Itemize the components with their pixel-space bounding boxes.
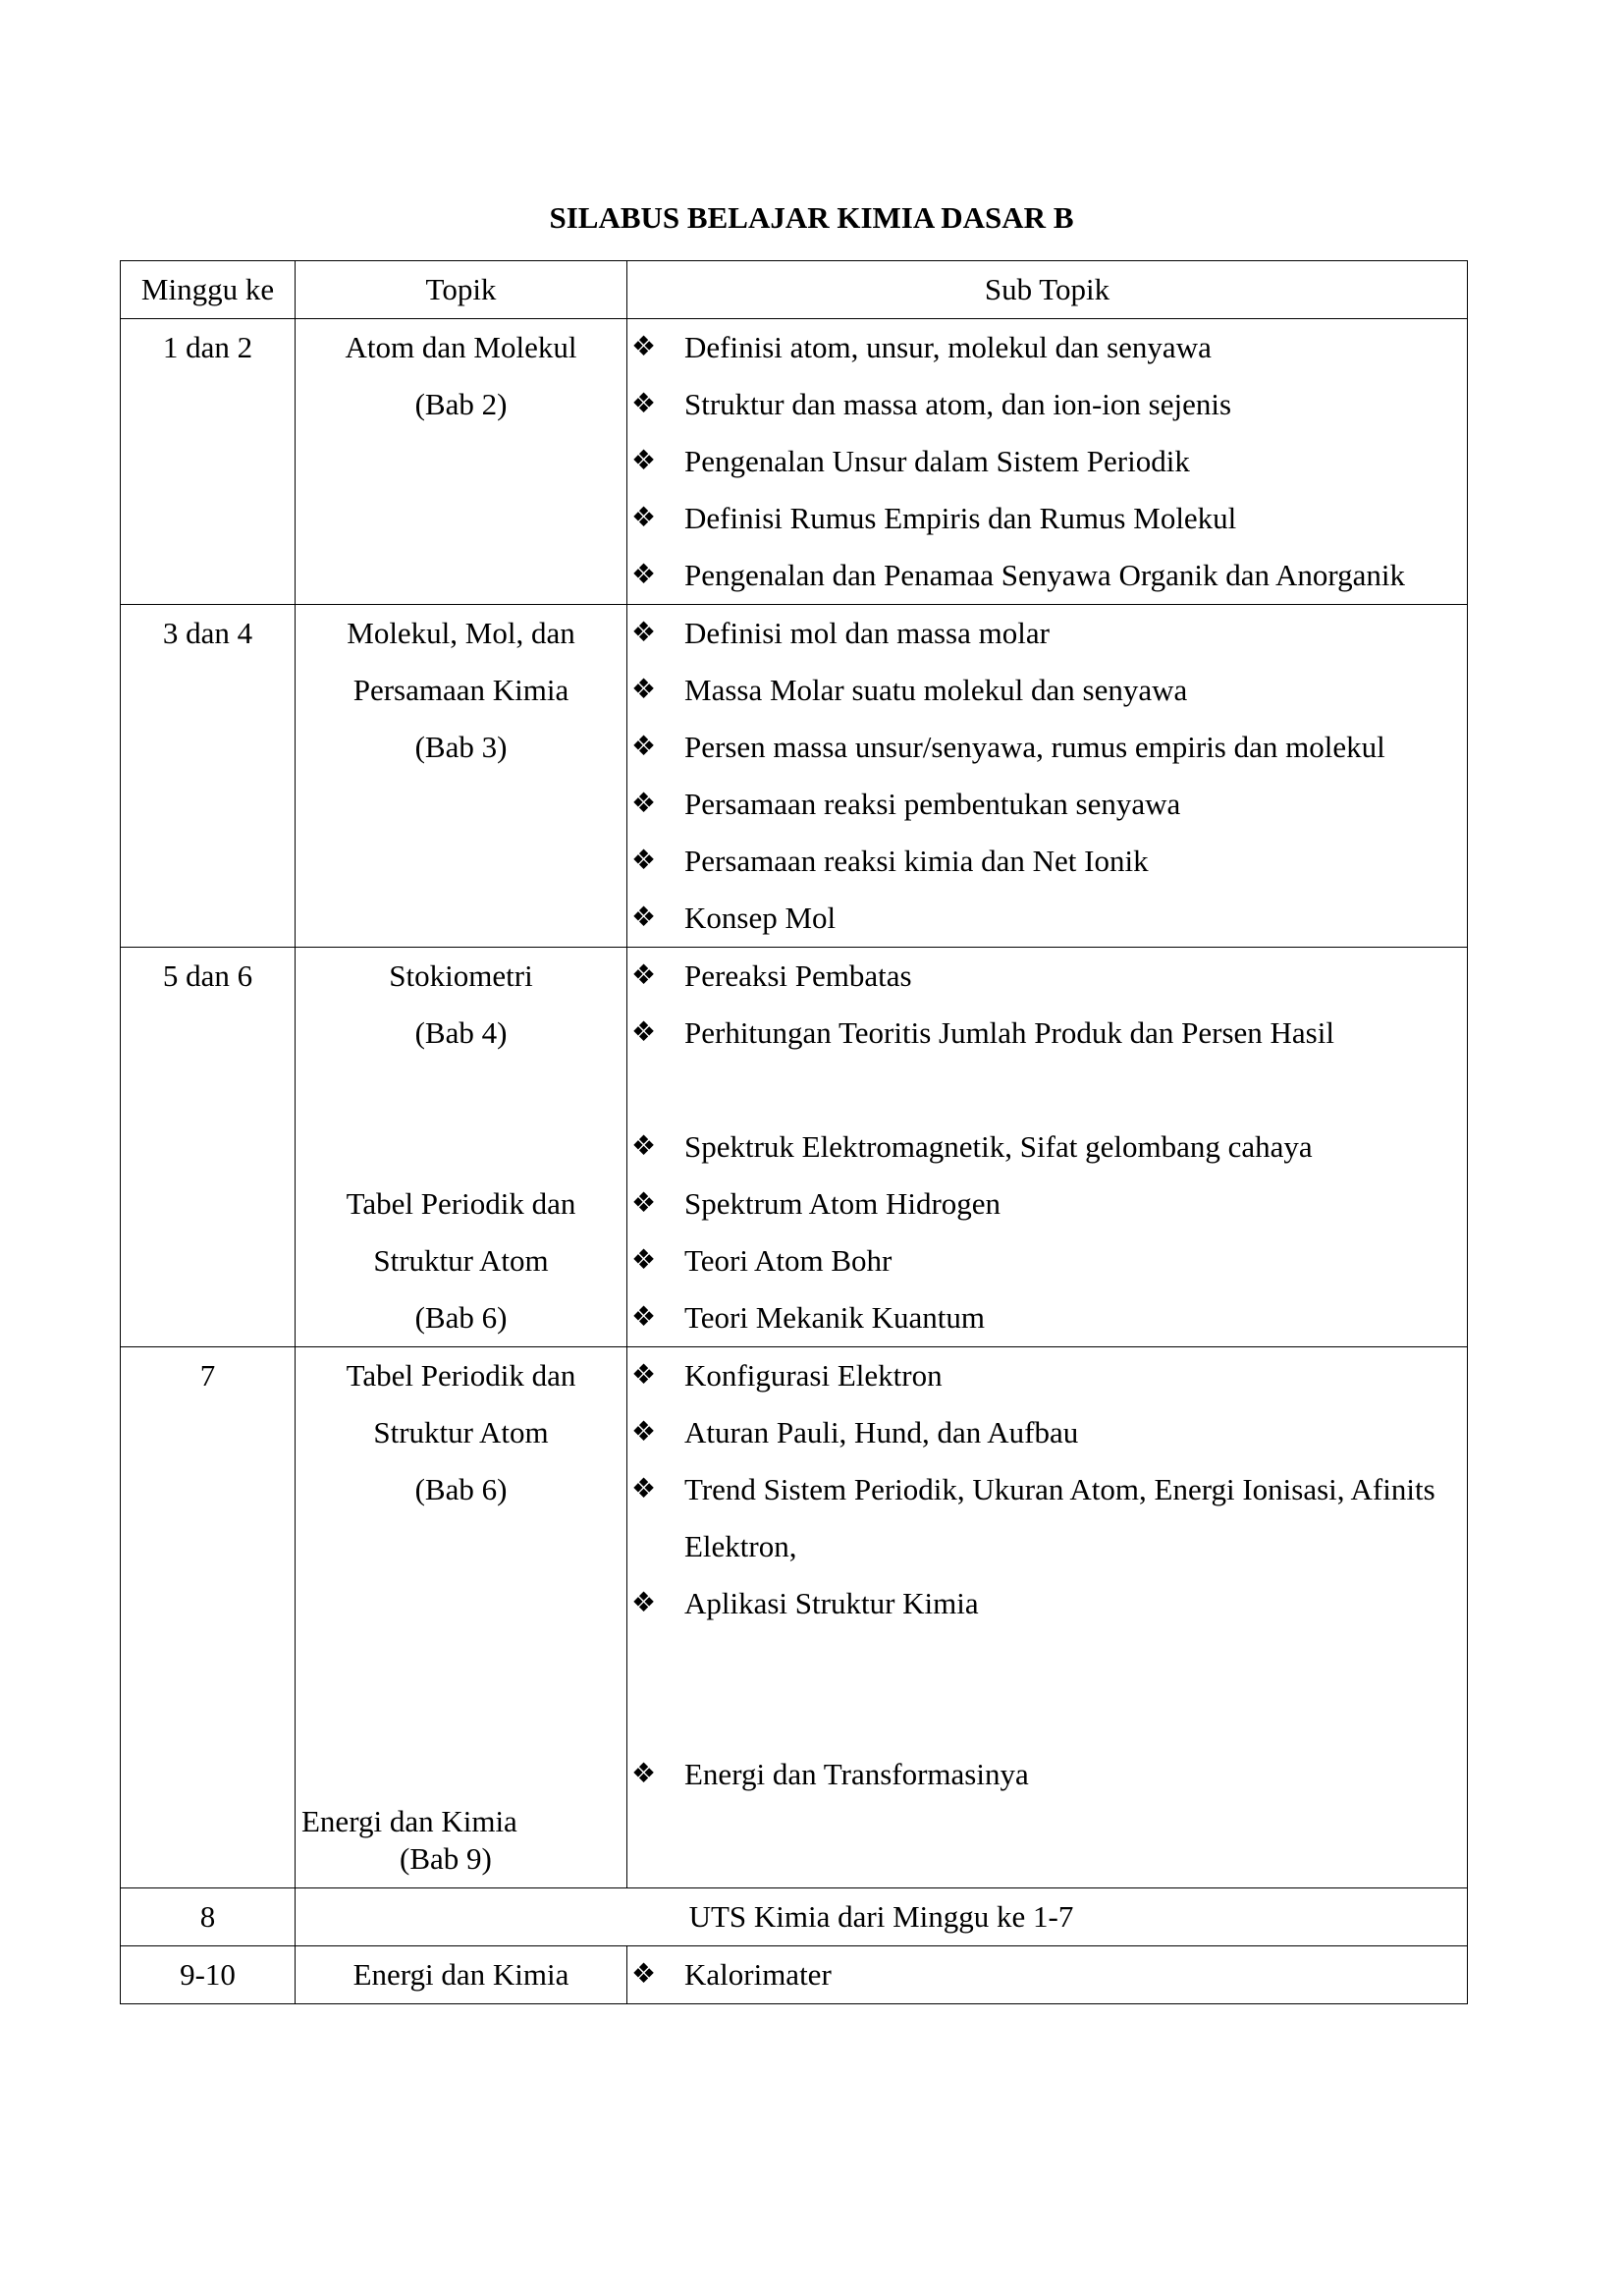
table-row	[121, 948, 1468, 1347]
topic-line: Stokiometri	[389, 958, 533, 993]
subtopic-item: ❖ Teori Mekanik Kuantum	[627, 1289, 1457, 1346]
subtopic-item: ❖ Pereaksi Pembatas	[627, 948, 1457, 1005]
subtopic-item: ❖ Definisi mol dan massa molar	[627, 605, 1457, 662]
diamond-bullet-icon: ❖	[631, 446, 657, 476]
diamond-bullet-icon: ❖	[631, 618, 657, 648]
subtopic-item: ❖ Spektruk Elektromagnetik, Sifat gelombang cahaya	[627, 1119, 1457, 1175]
topic-line: (Bab 6)	[414, 1472, 508, 1506]
subtopic-item: ❖ Persamaan reaksi pembentukan senyawa	[627, 776, 1457, 833]
table-header-row	[121, 261, 1468, 319]
header-topic: Topik	[296, 261, 627, 319]
diamond-bullet-icon: ❖	[631, 1417, 657, 1448]
week-cell: 5 dan 6	[121, 948, 296, 1347]
table-row	[121, 1347, 1468, 1888]
week-cell: 1 dan 2	[121, 319, 296, 605]
diamond-bullet-icon: ❖	[631, 1188, 657, 1219]
topic-line: (Bab 9)	[400, 1841, 492, 1876]
topic-line: (Bab 6)	[414, 1300, 508, 1335]
subtopic-item: ❖ Aturan Pauli, Hund, dan Aufbau	[627, 1404, 1457, 1461]
subtopic-cell	[627, 319, 1468, 605]
diamond-bullet-icon: ❖	[631, 960, 657, 991]
topic-cell	[296, 319, 627, 605]
diamond-bullet-icon: ❖	[631, 789, 657, 819]
week-cell: 8	[121, 1888, 296, 1946]
topic-cell	[296, 605, 627, 948]
subtopic-item: ❖ Massa Molar suatu molekul dan senyawa	[627, 662, 1457, 719]
subtopic-item: ❖ Konsep Mol	[627, 890, 1457, 947]
diamond-bullet-icon: ❖	[631, 902, 657, 933]
subtopic-item: ❖ Teori Atom Bohr	[627, 1232, 1457, 1289]
diamond-bullet-icon: ❖	[631, 332, 657, 362]
subtopic-cell	[627, 1347, 1468, 1888]
subtopic-item: ❖ Definisi atom, unsur, molekul dan senyawa	[627, 319, 1457, 376]
diamond-bullet-icon: ❖	[631, 846, 657, 876]
topic-line: (Bab 4)	[414, 1015, 508, 1050]
topic-line: Persamaan Kimia	[352, 673, 569, 707]
subtopic-item: ❖ Aplikasi Struktur Kimia	[627, 1575, 1457, 1632]
diamond-bullet-icon: ❖	[631, 1017, 657, 1048]
document-title: SILABUS BELAJAR KIMIA DASAR B	[549, 200, 1074, 235]
topic-group	[296, 948, 626, 1062]
diamond-bullet-icon: ❖	[631, 1360, 657, 1391]
subtopic-item: ❖ Kalorimater	[627, 1946, 1457, 2003]
topic-cell	[296, 948, 627, 1347]
subtopic-item: ❖ Pengenalan dan Penamaa Senyawa Organik dan Anorganik	[627, 547, 1457, 604]
subtopic-item: ❖ Perhitungan Teoritis Jumlah Produk dan Persen Hasil	[627, 1005, 1457, 1062]
subtopic-item: ❖ Persen massa unsur/senyawa, rumus empiris dan molekul	[627, 719, 1457, 776]
table-row	[121, 1946, 1468, 2004]
table-row	[121, 1888, 1468, 1946]
header-subtopic: Sub Topik	[627, 261, 1468, 319]
topic-line: (Bab 3)	[414, 730, 508, 764]
topic-line: Struktur Atom	[373, 1415, 549, 1449]
topic-cell	[296, 1946, 627, 2004]
topic-line: Energi dan Kimia	[352, 1957, 569, 1992]
diamond-bullet-icon: ❖	[631, 1759, 657, 1789]
topic-line: Energi dan Kimia	[301, 1804, 517, 1838]
topic-line: Struktur Atom	[373, 1243, 549, 1278]
subtopic-item: ❖ Definisi Rumus Empiris dan Rumus Molekul	[627, 490, 1457, 547]
diamond-bullet-icon: ❖	[631, 1302, 657, 1333]
diamond-bullet-icon: ❖	[631, 1131, 657, 1162]
topic-group	[296, 1803, 626, 1878]
topic-line: Tabel Periodik dan	[346, 1186, 576, 1221]
topic-line: Molekul, Mol, dan	[347, 616, 575, 650]
diamond-bullet-icon: ❖	[631, 389, 657, 419]
subtopic-item: ❖ Struktur dan massa atom, dan ion-ion sejenis	[627, 376, 1457, 433]
topic-group	[296, 1175, 626, 1346]
diamond-bullet-icon: ❖	[631, 560, 657, 590]
topic-group	[296, 1347, 626, 1518]
subtopic-item: ❖ Konfigurasi Elektron	[627, 1347, 1457, 1404]
diamond-bullet-icon: ❖	[631, 675, 657, 705]
subtopic-item: ❖ Spektrum Atom Hidrogen	[627, 1175, 1457, 1232]
diamond-bullet-icon: ❖	[631, 1588, 657, 1618]
header-week: Minggu ke	[121, 261, 296, 319]
week-cell: 3 dan 4	[121, 605, 296, 948]
table-row	[121, 605, 1468, 948]
uts-cell: UTS Kimia dari Minggu ke 1-7	[296, 1888, 1468, 1946]
subtopic-item: ❖ Pengenalan Unsur dalam Sistem Periodik	[627, 433, 1457, 490]
subtopic-item: ❖ Trend Sistem Periodik, Ukuran Atom, Energi Ionisasi, Afinits Elektron,	[627, 1461, 1457, 1575]
subtopic-item: ❖ Persamaan reaksi kimia dan Net Ionik	[627, 833, 1457, 890]
diamond-bullet-icon: ❖	[631, 732, 657, 762]
subtopic-cell	[627, 948, 1468, 1347]
subtopic-item: ❖ Energi dan Transformasinya	[627, 1746, 1457, 1803]
subtopic-cell	[627, 605, 1468, 948]
week-cell: 7	[121, 1347, 296, 1888]
table-row	[121, 319, 1468, 605]
diamond-bullet-icon: ❖	[631, 1474, 657, 1504]
topic-cell	[296, 1347, 627, 1888]
topic-line: (Bab 2)	[414, 387, 508, 421]
diamond-bullet-icon: ❖	[631, 1959, 657, 1990]
syllabus-table	[120, 260, 1468, 2004]
subtopic-cell	[627, 1946, 1468, 2004]
topic-line: Atom dan Molekul	[345, 330, 577, 364]
diamond-bullet-icon: ❖	[631, 1245, 657, 1276]
topic-line: Tabel Periodik dan	[346, 1358, 576, 1393]
week-cell: 9-10	[121, 1946, 296, 2004]
diamond-bullet-icon: ❖	[631, 503, 657, 533]
